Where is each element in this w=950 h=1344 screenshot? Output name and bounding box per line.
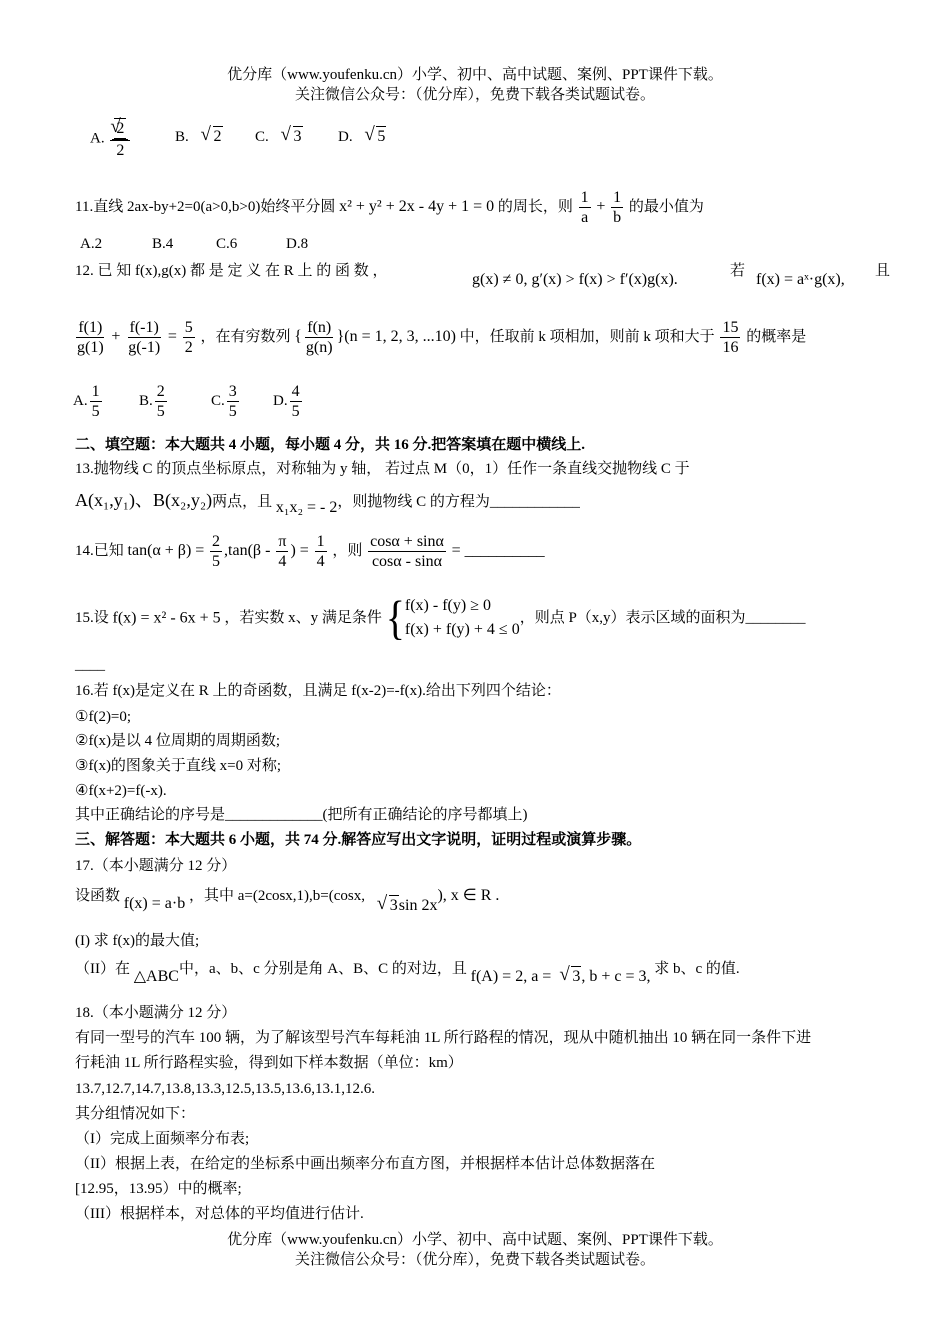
q14-pre: 14.已知 <box>75 543 124 560</box>
q13-line1: 13.抛物线 C 的顶点坐标原点，对称轴为 y 轴， 若过点 M（0，1）任作一条直线交抛物线 C 于 <box>75 461 690 477</box>
q12-stem-line1 <box>75 262 387 280</box>
q12-seq-range: }(n = 1, 2, 3, ...10) <box>336 328 456 346</box>
q14-tan2: ,tan(β - <box>224 542 275 560</box>
q18-line-5: （I）完成上面频率分布表; <box>75 1131 250 1147</box>
footer-line-2: 关注微信公众号：（优分库），免费下载各类试题试卷。 <box>294 1252 655 1268</box>
q10-option-d-label: D. <box>338 129 353 145</box>
q17-sqrt: 3 <box>389 897 398 914</box>
q15-cond-1: f(x) - f(y) ≥ 0 <box>404 597 491 614</box>
header-line-2: 关注微信公众号：（优分库），免费下载各类试题试卷。 <box>294 87 655 103</box>
q12-stem-line2: $\frac{f(1)}{g(1)}$ + $\frac{f(-1)}{g(-1)}$ = $\frac{5}{2}$ ，在有穷数列 { $\frac{f(n)}{g(n)}$ }(n = 1, 2, 3, ...10) 中，任取前 k 项相加，则前 k 项和大于 $\frac{15}{16}$ 的概率是 <box>77 319 807 357</box>
q16-item-3: ③f(x)的图象关于直线 x=0 对称; <box>75 758 282 774</box>
q14-frac-2: $\frac{1}{4}$ <box>316 533 325 571</box>
q17-mid: ，其中 a=(2cosx,1),b=(cosx, <box>188 888 366 904</box>
q12-ruo: 若 <box>730 263 746 279</box>
q17-part-2 <box>75 958 740 985</box>
q17-end: ), x ∈ R . <box>437 887 500 904</box>
q15-mid: ，若实数 x、y 满足条件 <box>224 610 382 626</box>
q12-frac-a: $\frac{f(1)}{g(1)}$ <box>77 319 104 357</box>
q13-end: ，则抛物线 C 的方程为____________ <box>337 494 580 510</box>
q12-plus: + <box>111 328 121 346</box>
q12-seq-frac: $\frac{f(n)}{g(n)}$ <box>305 319 333 357</box>
q12-option-b: B. $\frac{2}{5}$ <box>139 383 165 421</box>
q17-p2b: 中，a、b、c 分别是角 A、B、C 的对边，且 <box>178 961 467 977</box>
q16-item-4: ④f(x+2)=f(-x). <box>75 783 167 799</box>
q18-line-3: 13.7,12.7,14.7,13.8,13.3,12.5,13.5,13.6,13.1,12.6. <box>75 1081 375 1097</box>
q11-options <box>80 235 308 253</box>
q12-tail: 中，任取前 k 项相加，则前 k 项和大于 <box>459 329 715 346</box>
q11-stem-a: 11.直线 2ax-by+2=0(a>0,b>0)始终平分圆 <box>75 199 336 216</box>
q10-options <box>90 118 132 160</box>
q10-c-radicand: 3 <box>293 128 302 145</box>
q15-cont: ____ <box>75 657 105 673</box>
q13-cond: x₁x₂ = - 2 <box>275 499 338 516</box>
q15-fx: f(x) = x² - 6x + 5 <box>112 609 221 627</box>
header-line-1: 优分库（www.youfenku.cn）小学、初中、高中试题、案例、PPT课件下载。 <box>227 67 723 83</box>
q14-tan1: tan(α + β) = <box>127 542 205 560</box>
q15-cond-2: f(x) + f(y) + 4 ≤ 0 <box>404 621 520 638</box>
q17-sin: sin 2x <box>398 897 438 914</box>
q10-option-b-label: B. <box>175 129 189 145</box>
q10-d-radicand: 5 <box>377 128 386 145</box>
q10-option-c <box>255 126 303 146</box>
q18-line-2: 行耗油 1L 所行路程实验，得到如下样本数据（单位：km） <box>75 1055 463 1071</box>
q11-option-a: A.2 <box>80 236 103 252</box>
q11-option-d: D.8 <box>286 236 309 252</box>
q13-mid: 两点，且 <box>212 494 273 510</box>
q17-fx: f(x) = a·b <box>123 895 186 912</box>
q12-end: 的概率是 <box>746 329 807 346</box>
q12-option-d: D. $\frac{4}{5}$ <box>273 383 300 421</box>
q11-option-c: C.6 <box>216 236 238 252</box>
q11-stem <box>75 188 704 227</box>
q14-frac-1: $\frac{2}{5}$ <box>212 533 221 571</box>
q13-points: A(x₁,y₁)、B(x₂,y₂) <box>75 490 213 510</box>
q15-conditions <box>405 594 520 642</box>
q17-triangle: △ABC <box>133 968 179 985</box>
q13-line2 <box>75 490 580 516</box>
q16-item-2: ②f(x)是以 4 位周期的周期函数; <box>75 733 281 749</box>
q10-a-den: 2 <box>116 142 125 160</box>
q11-plus: + <box>596 198 606 216</box>
q18-line-1: 有同一型号的汽车 100 辆，为了解该型号汽车每耗油 1L 所行路程的情况，现从中随机抽出 10 辆在同一条件下进 <box>75 1030 812 1046</box>
q17-cond: f(A) = 2, a = <box>470 968 552 985</box>
q10-a-radicand: 2 <box>114 118 126 139</box>
q17-title: 17.（本小题满分 12 分） <box>75 858 237 874</box>
q11-frac-b: $\frac{1}{b}$ <box>613 189 622 227</box>
q10-option-a-fraction <box>110 118 130 160</box>
q11-stem-c: 的最小值为 <box>628 199 704 216</box>
q16-item-1: ①f(2)=0; <box>75 709 132 725</box>
q18-title: 18.（本小题满分 12 分） <box>75 1005 237 1021</box>
q14-frac-pi: $\frac{\pi}{4}$ <box>278 533 287 571</box>
footer-line-1: 优分库（www.youfenku.cn）小学、初中、高中试题、案例、PPT课件下载。 <box>227 1232 723 1248</box>
q16-end: 其中正确结论的序号是_____________(把所有正确结论的序号都填上) <box>75 807 528 823</box>
q18-line-6: （II）根据上表，在给定的坐标系中画出频率分布直方图，并根据样本估计总体数据落在 <box>75 1156 655 1172</box>
q12-frac-c: $\frac{5}{2}$ <box>184 319 193 357</box>
q10-option-c-label: C. <box>255 129 269 145</box>
q10-option-d <box>338 126 386 146</box>
q17-part-1: (I) 求 f(x)的最大值; <box>75 933 200 949</box>
q12-qie: 且 <box>875 263 891 279</box>
q15-line <box>75 590 806 645</box>
q14-tan2b: ) = <box>290 542 309 560</box>
q18-line-7: [12.95，13.95）中的概率; <box>75 1181 242 1197</box>
q12-stem-a: 12. 已 知 f(x),g(x) 都 是 定 义 在 R 上 的 函 数 ， <box>75 263 388 279</box>
q10-b-radicand: 2 <box>213 128 222 145</box>
q11-option-b: B.4 <box>152 236 174 252</box>
q12-frac-t: $\frac{15}{16}$ <box>722 319 739 357</box>
q17-cond-sqrt: 3 <box>572 968 581 985</box>
q12-options <box>73 382 304 421</box>
q15-end: ，则点 P（x,y）表示区域的面积为________ <box>519 610 806 626</box>
q12-eq: = <box>167 328 177 346</box>
q12-option-a: A. $\frac{1}{5}$ <box>73 383 100 421</box>
q10-option-b <box>175 126 223 146</box>
q17-stem <box>75 885 500 914</box>
q15-brace: { <box>385 590 405 645</box>
q17-p2a: （II）在 <box>75 961 130 977</box>
q15-pre: 15.设 <box>75 610 109 626</box>
q11-stem-b: 的周长，则 <box>497 199 573 216</box>
q12-option-c: C. $\frac{3}{5}$ <box>211 383 237 421</box>
q11-frac-a: $\frac{1}{a}$ <box>580 189 589 227</box>
q14-then: ，则 <box>332 543 363 560</box>
q12-mid: ，在有穷数列 <box>200 329 291 346</box>
section-2-heading: 二、填空题：本大题共 4 小题，每小题 4 分，共 16 分.把答案填在题中横线上. <box>75 437 586 453</box>
q14-blank: = __________ <box>451 542 545 560</box>
q16-stem: 16.若 f(x)是定义在 R 上的奇函数，且满足 f(x-2)=-f(x).给出下列四个结论： <box>75 683 561 699</box>
q12-cond2: f(x) = aˣ·g(x), <box>756 271 845 288</box>
q12-cond1: g(x) ≠ 0, g′(x) > f(x) > f′(x)g(x). <box>472 271 678 288</box>
q12-frac-b: $\frac{f(-1)}{g(-1)}$ <box>128 319 161 357</box>
q17-pre: 设函数 <box>75 888 121 904</box>
q11-circle-eq: x² + y² + 2x - 4y + 1 = 0 <box>339 198 495 216</box>
section-3-heading: 三、解答题：本大题共 6 小题，共 74 分.解答应写出文字说明，证明过程或演算步骤。 <box>75 832 642 848</box>
q18-line-4: 其分组情况如下： <box>75 1106 196 1122</box>
q10-option-a-label: A. <box>90 130 105 147</box>
q14-line <box>75 532 545 571</box>
q17-p2c: 求 b、c 的值. <box>654 961 740 977</box>
q18-line-8: （III）根据样本，对总体的平均值进行估计. <box>75 1206 364 1222</box>
q14-frac-expr: $\frac{\cos\alpha + \sin\alpha}{\cos\alpha - \sin\alpha}$ <box>370 533 444 571</box>
q17-cond-b: , b + c = 3, <box>581 968 651 985</box>
